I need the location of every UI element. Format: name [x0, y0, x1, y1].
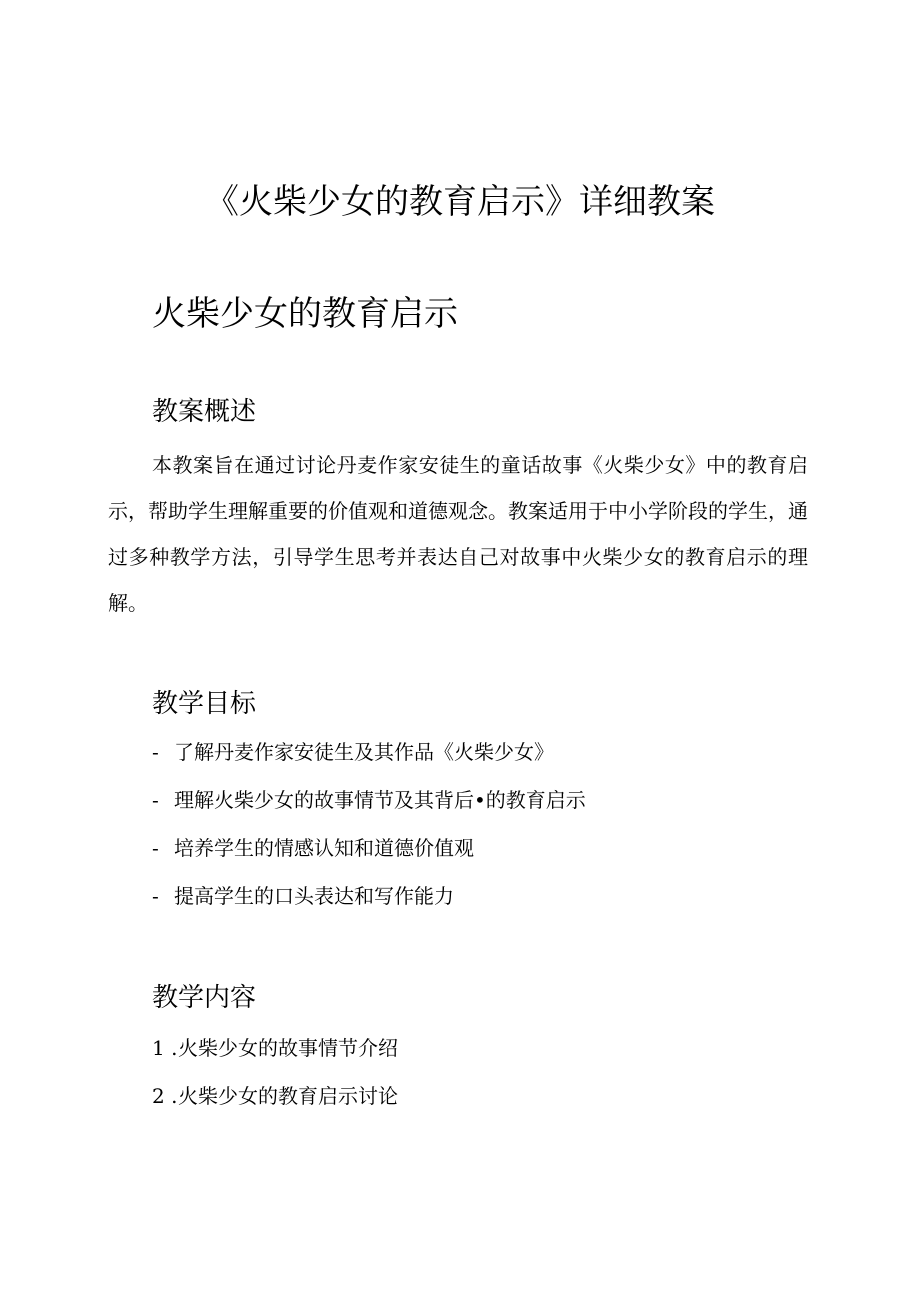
- document-title: 《火柴少女的教育启示》详细教案: [205, 182, 715, 222]
- document-subtitle: 火柴少女的教育启示: [152, 294, 458, 334]
- objective-item: [152, 728, 586, 776]
- content-item: [152, 1072, 398, 1120]
- overview-heading: 教案概述: [152, 397, 257, 427]
- content-heading: 教学内容: [152, 983, 257, 1013]
- content-text: 火柴少女的教育启示讨论: [178, 1084, 398, 1108]
- objectives-heading: 教学目标: [152, 689, 257, 719]
- overview-paragraph: 本教案旨在通过讨论丹麦作家安徒生的童话故事《火柴少女》中的教育启示，帮助学生理解重要的价值观和道德观念。教案适用于中小学阶段的学生，通过多种教学方法，引导学生思考并表达自己对故事中火柴少女的教育启示的理解。: [108, 453, 808, 615]
- list-marker: -: [152, 740, 159, 764]
- objective-text: 了解丹麦作家安徒生及其作品《火柴少女》: [174, 740, 554, 764]
- objective-text: 培养学生的情感认知和道德价值观: [174, 836, 474, 860]
- objective-text: 理解火柴少女的故事情节及其背后•的教育启示: [174, 788, 586, 812]
- list-marker: -: [152, 836, 159, 860]
- objective-text: 提高学生的口头表达和写作能力: [174, 884, 454, 908]
- list-marker: 1 .: [152, 1036, 178, 1060]
- objective-item: [152, 776, 586, 824]
- objective-item: [152, 824, 586, 872]
- content-item: [152, 1024, 398, 1072]
- list-marker: -: [152, 788, 159, 812]
- content-text: 火柴少女的故事情节介绍: [178, 1036, 398, 1060]
- objective-item: [152, 872, 586, 920]
- objectives-list: [152, 728, 586, 920]
- list-marker: 2 .: [152, 1084, 178, 1108]
- content-list: [152, 1024, 398, 1120]
- list-marker: -: [152, 884, 159, 908]
